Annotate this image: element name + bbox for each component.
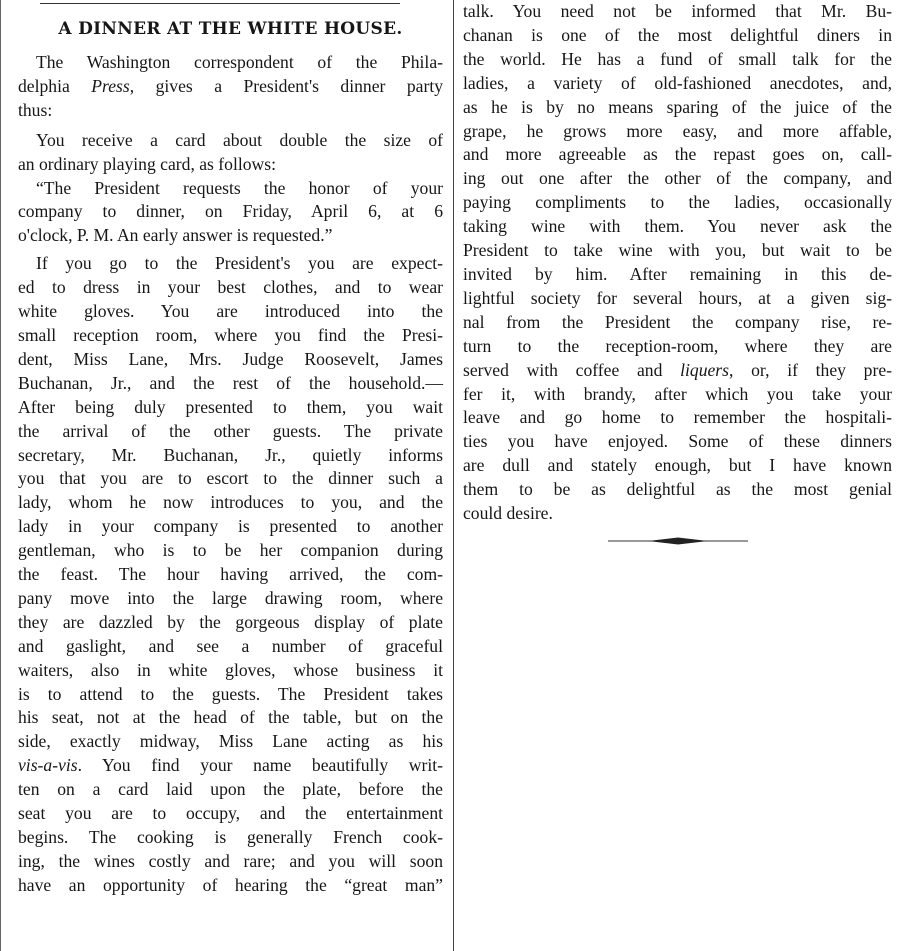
left-body-line: side, exactly midway, Miss Lane acting as his bbox=[18, 731, 443, 752]
intro-paragraph bbox=[18, 51, 443, 123]
invitation-quote bbox=[18, 177, 443, 249]
left-body-line: the arrival of the other guests. The private bbox=[18, 420, 443, 441]
right-body-line: leave and go home to remember the hospitali- bbox=[463, 407, 892, 428]
right-body-line: are dull and stately enough, but I have known bbox=[463, 455, 892, 476]
intro-line-1: The Washington correspondent of the Phila- bbox=[36, 52, 443, 72]
right-body-line: turn to the reception-room, where they are bbox=[463, 335, 892, 356]
left-body-line: If you go to the President's you are expect- bbox=[36, 253, 443, 274]
left-body-line: Buchanan, Jr., and the rest of the household.— bbox=[18, 372, 443, 393]
left-body-line: After being duly presented to them, you wait bbox=[18, 396, 443, 417]
left-body-line: begins. The cooking is generally French cook- bbox=[18, 827, 443, 847]
left-body-line: white gloves. You are introduced into the bbox=[18, 301, 443, 322]
left-body-line: waiters, also in white gloves, whose business it bbox=[18, 659, 443, 680]
liquers-line: served with coffee and liquers, or, if they pre- bbox=[463, 359, 892, 380]
right-body-line: ing out one after the other of the company, and bbox=[463, 168, 892, 189]
vis-a-vis-italic: vis-a-vis bbox=[18, 755, 78, 776]
liquers-italic: liquers bbox=[680, 359, 729, 380]
intro-line-3: thus: bbox=[18, 99, 53, 120]
press-italic: Press bbox=[91, 75, 130, 96]
left-body-line: ing, the wines costly and rare; and you will soon bbox=[18, 850, 443, 871]
right-body-line: invited by him. After remaining in this de- bbox=[463, 263, 892, 284]
right-body-line: and more agreeable as the repast goes on, call- bbox=[463, 144, 892, 165]
left-body-line: gentleman, who is to be her companion during bbox=[18, 540, 443, 561]
end-ornament bbox=[608, 536, 748, 546]
right-body-line: talk. You need not be informed that Mr. Bu- bbox=[463, 1, 892, 21]
right-body-line: grape, he grows more easy, and more affable, bbox=[463, 120, 892, 141]
left-body-line: dent, Miss Lane, Mrs. Judge Roosevelt, James bbox=[18, 348, 443, 369]
left-body-line: ten on a card laid upon the plate, before the bbox=[18, 779, 443, 800]
left-body-line: ed to dress in your best clothes, and to wear bbox=[18, 277, 443, 298]
right-body-line: chanan is one of the most delightful diners in bbox=[463, 24, 892, 45]
left-body-line: his seat, not at the head of the table, but on the bbox=[18, 707, 443, 728]
right-column bbox=[463, 0, 892, 546]
main-paragraph bbox=[18, 252, 443, 897]
left-body-line: lady, whom he now introduces to you, and the bbox=[18, 492, 443, 513]
right-body-line: President to take wine with you, but wait to be bbox=[463, 240, 892, 261]
left-body-line: the feast. The hour having arrived, the com- bbox=[18, 564, 443, 585]
left-body-line: lady in your company is presented to another bbox=[18, 516, 443, 537]
right-body-line: nal from the President the company rise, re- bbox=[463, 311, 892, 332]
card-paragraph bbox=[18, 129, 443, 177]
right-body-line: as he is by no means sparing of the juice of the bbox=[463, 96, 892, 117]
left-body-line: seat you are to occupy, and the entertainment bbox=[18, 803, 443, 824]
right-body-line: taking wine with them. You never ask the bbox=[463, 216, 892, 237]
left-body-line: is to attend to the guests. The President takes bbox=[18, 683, 443, 704]
left-column-rule bbox=[0, 0, 1, 951]
left-body-line: have an opportunity of hearing the “great man” bbox=[18, 874, 443, 895]
right-body-line: lightful society for several hours, at a given sig- bbox=[463, 287, 892, 308]
right-body-line: them to be as delightful as the most genial bbox=[463, 479, 892, 500]
card-line-1: You receive a card about double the size of bbox=[36, 129, 443, 150]
left-body-line: small reception room, where you find the Presi- bbox=[18, 324, 443, 345]
right-last-line: could desire. bbox=[463, 503, 553, 524]
left-body-line: secretary, Mr. Buchanan, Jr., quietly informs bbox=[18, 444, 443, 465]
right-body-line: paying compliments to the ladies, occasionally bbox=[463, 192, 892, 213]
quote-line-1: “The President requests the honor of your bbox=[36, 177, 443, 198]
quote-line-2: company to dinner, on Friday, April 6, at 6 bbox=[18, 201, 443, 222]
right-body-line: ties you have enjoyed. Some of these dinners bbox=[463, 431, 892, 452]
quote-line-3: o'clock, P. M. An early answer is requested.” bbox=[18, 225, 333, 246]
article-title: A DINNER AT THE WHITE HOUSE. bbox=[58, 19, 403, 39]
intro-line-2: delphia Press, gives a President's dinner party bbox=[18, 75, 443, 96]
right-body-line: the world. He has a fund of small talk for the bbox=[463, 48, 892, 69]
right-body-line: fer it, with brandy, after which you take your bbox=[463, 383, 892, 404]
continued-paragraph bbox=[463, 0, 892, 526]
left-body-line: you that you are to escort to the dinner such a bbox=[18, 468, 443, 489]
vis-a-vis-line: vis-a-vis. You find your name beautifully writ- bbox=[18, 755, 443, 776]
left-body-line: they are dazzled by the gorgeous display of plate bbox=[18, 611, 443, 632]
column-divider bbox=[453, 0, 454, 951]
card-line-2: an ordinary playing card, as follows: bbox=[18, 153, 276, 174]
left-body-line: and gaslight, and see a number of graceful bbox=[18, 635, 443, 656]
left-column bbox=[18, 0, 443, 898]
left-body-line: pany move into the large drawing room, where bbox=[18, 587, 443, 608]
right-body-line: ladies, a variety of old-fashioned anecdotes, and, bbox=[463, 72, 892, 93]
